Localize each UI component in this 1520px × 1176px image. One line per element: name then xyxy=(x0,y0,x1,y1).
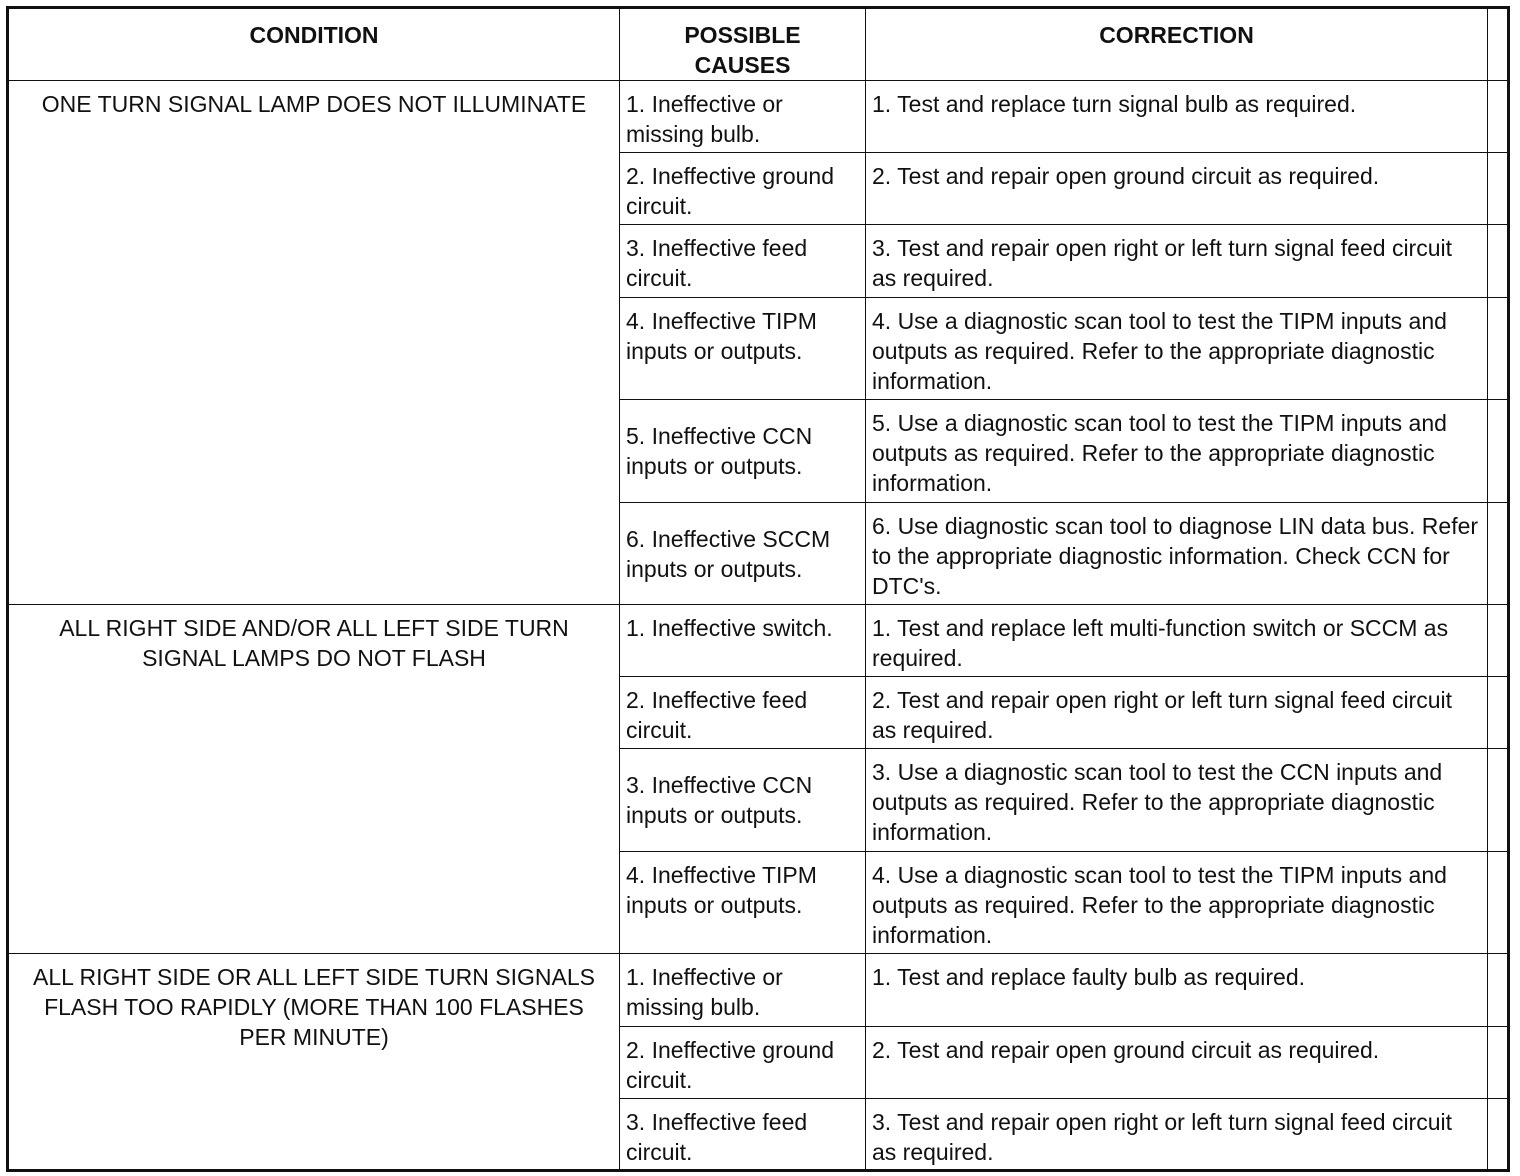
header-correction: CORRECTION xyxy=(866,8,1488,81)
condition-cell: ALL RIGHT SIDE AND/OR ALL LEFT SIDE TURN SIGNAL LAMPS DO NOT FLASH xyxy=(8,605,620,954)
blank-cell xyxy=(1488,852,1509,954)
cause-cell: 4. Ineffective TIPM inputs or outputs. xyxy=(620,298,866,400)
table-row xyxy=(8,605,1509,677)
cause-cell: 3. Ineffective feed circuit. xyxy=(620,225,866,298)
blank-cell xyxy=(1488,298,1509,400)
blank-cell xyxy=(1488,153,1509,225)
correction-cell: 1. Test and replace turn signal bulb as required. xyxy=(866,81,1488,153)
correction-cell: 2. Test and repair open ground circuit as required. xyxy=(866,153,1488,225)
correction-cell: 5. Use a diagnostic scan tool to test the TIPM inputs and outputs as required. Refer to the appropriate diagnostic information. xyxy=(866,400,1488,503)
correction-cell: 3. Test and repair open right or left turn signal feed circuit as required. xyxy=(866,225,1488,298)
cause-cell: 3. Ineffective CCN inputs or outputs. xyxy=(620,749,866,852)
condition-cell: ALL RIGHT SIDE OR ALL LEFT SIDE TURN SIGNALS FLASH TOO RAPIDLY (MORE THAN 100 FLASHES PER MINUTE) xyxy=(8,954,620,1171)
condition-cell: ONE TURN SIGNAL LAMP DOES NOT ILLUMINATE xyxy=(8,81,620,605)
correction-cell: 4. Use a diagnostic scan tool to test the TIPM inputs and outputs as required. Refer to the appropriate diagnostic information. xyxy=(866,298,1488,400)
correction-cell: 1. Test and replace left multi-function switch or SCCM as required. xyxy=(866,605,1488,677)
cause-cell: 1. Ineffective or missing bulb. xyxy=(620,954,866,1027)
table-row xyxy=(8,954,1509,1027)
blank-cell xyxy=(1488,225,1509,298)
cause-cell: 5. Ineffective CCN inputs or outputs. xyxy=(620,400,866,503)
blank-cell xyxy=(1488,503,1509,605)
blank-cell xyxy=(1488,749,1509,852)
cause-cell: 3. Ineffective feed circuit. xyxy=(620,1099,866,1171)
header-possible-causes: POSSIBLE CAUSES xyxy=(620,8,866,81)
correction-cell: 2. Test and repair open ground circuit as required. xyxy=(866,1027,1488,1099)
blank-cell xyxy=(1488,677,1509,749)
blank-cell xyxy=(1488,81,1509,153)
header-condition: CONDITION xyxy=(8,8,620,81)
blank-cell xyxy=(1488,1027,1509,1099)
header-blank-column xyxy=(1488,8,1509,81)
correction-cell: 4. Use a diagnostic scan tool to test the TIPM inputs and outputs as required. Refer to the appropriate diagnostic information. xyxy=(866,852,1488,954)
blank-cell xyxy=(1488,605,1509,677)
blank-cell xyxy=(1488,400,1509,503)
cause-cell: 4. Ineffective TIPM inputs or outputs. xyxy=(620,852,866,954)
table-row xyxy=(8,81,1509,153)
correction-cell: 6. Use diagnostic scan tool to diagnose LIN data bus. Refer to the appropriate diagnostic information. Check CCN for DTC's. xyxy=(866,503,1488,605)
correction-cell: 1. Test and replace faulty bulb as required. xyxy=(866,954,1488,1027)
correction-cell: 3. Test and repair open right or left turn signal feed circuit as required. xyxy=(866,1099,1488,1171)
correction-cell: 2. Test and repair open right or left turn signal feed circuit as required. xyxy=(866,677,1488,749)
cause-cell: 2. Ineffective feed circuit. xyxy=(620,677,866,749)
header-row xyxy=(8,8,1509,81)
cause-cell: 1. Ineffective or missing bulb. xyxy=(620,81,866,153)
cause-cell: 2. Ineffective ground circuit. xyxy=(620,153,866,225)
diagnosis-table xyxy=(6,6,1510,1172)
cause-cell: 2. Ineffective ground circuit. xyxy=(620,1027,866,1099)
blank-cell xyxy=(1488,1099,1509,1171)
correction-cell: 3. Use a diagnostic scan tool to test the CCN inputs and outputs as required. Refer to the appropriate diagnostic information. xyxy=(866,749,1488,852)
blank-cell xyxy=(1488,954,1509,1027)
cause-cell: 6. Ineffective SCCM inputs or outputs. xyxy=(620,503,866,605)
cause-cell: 1. Ineffective switch. xyxy=(620,605,866,677)
